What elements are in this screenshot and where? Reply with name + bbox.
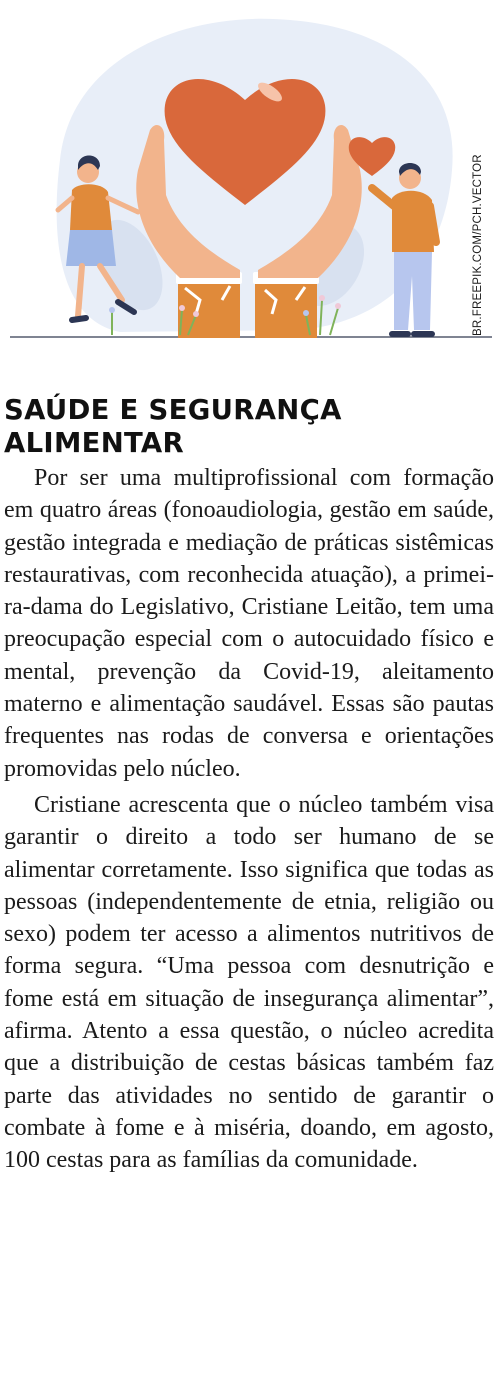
section-title xyxy=(4,394,494,460)
charity-illustration xyxy=(0,0,501,345)
section-title-line2: ALIMENTAR xyxy=(4,427,184,459)
paragraph: Cristiane acrescenta que o núcleo também visa garantir o direito a todo ser humano de se alimentar corretamente. Isso significa que todas as pessoas (independentemente de etnia, religião ou sexo) podem ter acesso a alimentos nutritivos de forma segura. “Uma pessoa com desnutrição e fome está em situação de insegurança alimentar”, afirma. Atento a essa questão, o núcleo acredita que a distribuição de cestas básicas também faz parte das atividades no sentido de garantir o combate à fome e à miséria, doando, em agosto, 100 cestas para as famílias da comunidade. xyxy=(4,791,494,1174)
article-body xyxy=(4,462,494,1177)
image-credit: BR.FREEPIK.COM/PCH.VECTOR xyxy=(472,154,484,336)
paragraph: Por ser uma multiprofissional com formação em quatro áreas (fonoaudiologia, gestão em saúde, gestão integrada e mediação de práticas sistêmicas restaurativas, com reconhecida atuação), a primeira-dama do Legislativo, Cristiane Leitão, tem uma preocupação especial com o autocuidado físico e mental, prevenção da Covid-19, aleitamento materno e alimentação saudável. Essas são pautas frequentes nas rodas de conversa e orientações promovidas pelo núcleo. xyxy=(4,465,494,782)
section-title-line1: SAÚDE E SEGURANÇA xyxy=(4,394,342,426)
